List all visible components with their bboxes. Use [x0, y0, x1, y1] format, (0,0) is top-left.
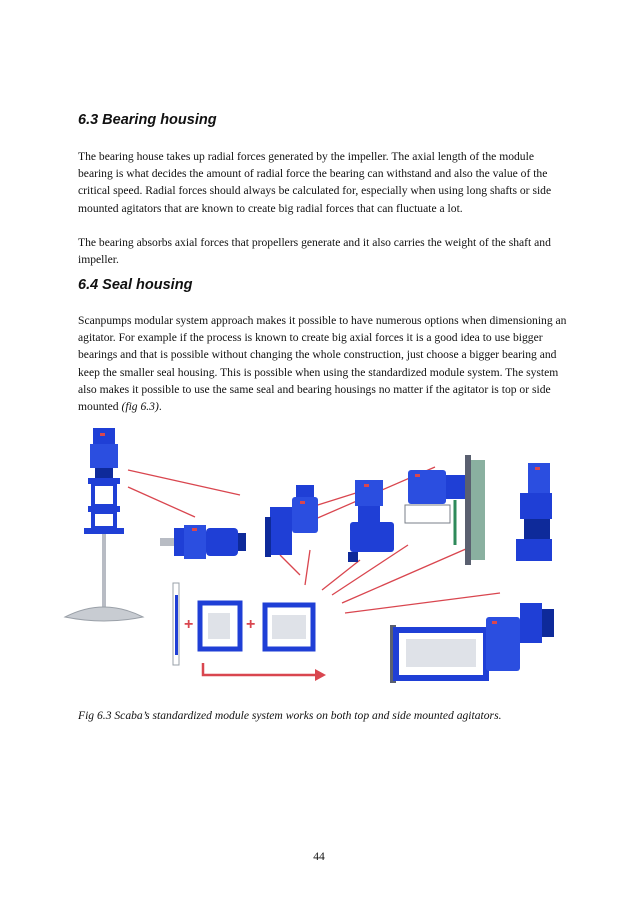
- arrow-head: [315, 669, 326, 681]
- figure-module-system: [60, 425, 580, 700]
- angle-gear-unit: [265, 485, 318, 557]
- paragraph-bearing-1: The bearing house takes up radial forces generated by the impeller. The axial length of the module bearing is what decides the amount of radial force the bearing can withstand and also the value of the critical speed. Radial forces should always be calculated for, especially when using long shafts or side mounted agitators that are known to create big radial forces that can fluctuate a lot.: [78, 150, 552, 215]
- assembly-arrow: [203, 663, 315, 675]
- plus-sign-2: +: [246, 616, 256, 633]
- top-mounted-agitator: [65, 428, 143, 621]
- paragraph-seal-end: .: [158, 400, 162, 414]
- heading-bearing-housing: 6.3 Bearing housing: [78, 112, 217, 128]
- side-motor-horizontal: [160, 525, 246, 559]
- vertical-gear-motor: [348, 480, 394, 562]
- figure-reference: (fig 6.3): [121, 400, 159, 414]
- bearing-housing-module: [265, 605, 313, 649]
- heading-seal-housing: 6.4 Seal housing: [78, 277, 193, 293]
- right-vertical-unit: [516, 463, 552, 561]
- paragraph-bearing-2: The bearing absorbs axial forces that propellers generate and it also carries the weight of the shaft and impeller.: [78, 236, 551, 267]
- side-mounted-wall-unit: [405, 455, 485, 565]
- seal-module-flange: [173, 583, 179, 665]
- seal-housing-module: [200, 603, 240, 649]
- figure-caption: Fig 6.3 Scaba’s standardized module system works on both top and side mounted agitators.: [78, 709, 502, 722]
- side-entry-assembly: [390, 603, 554, 683]
- plus-sign-1: +: [184, 616, 194, 633]
- paragraph-seal-text: Scanpumps modular system approach makes it possible to have numerous options when dimensioning an agitator. For example if the process is known to create big axial forces it is a good idea to use bigger bearings and that is possible without changing the whole construction, just choose a bigger bearing and keep the smaller seal housing. This is possible when using the standardized module system. The system also makes it possible to use the same seal and bearing housings no matter if the agitator is top or side mounted: [78, 314, 567, 414]
- page-number: 44: [313, 850, 325, 863]
- paragraph-seal-1: [78, 312, 568, 415]
